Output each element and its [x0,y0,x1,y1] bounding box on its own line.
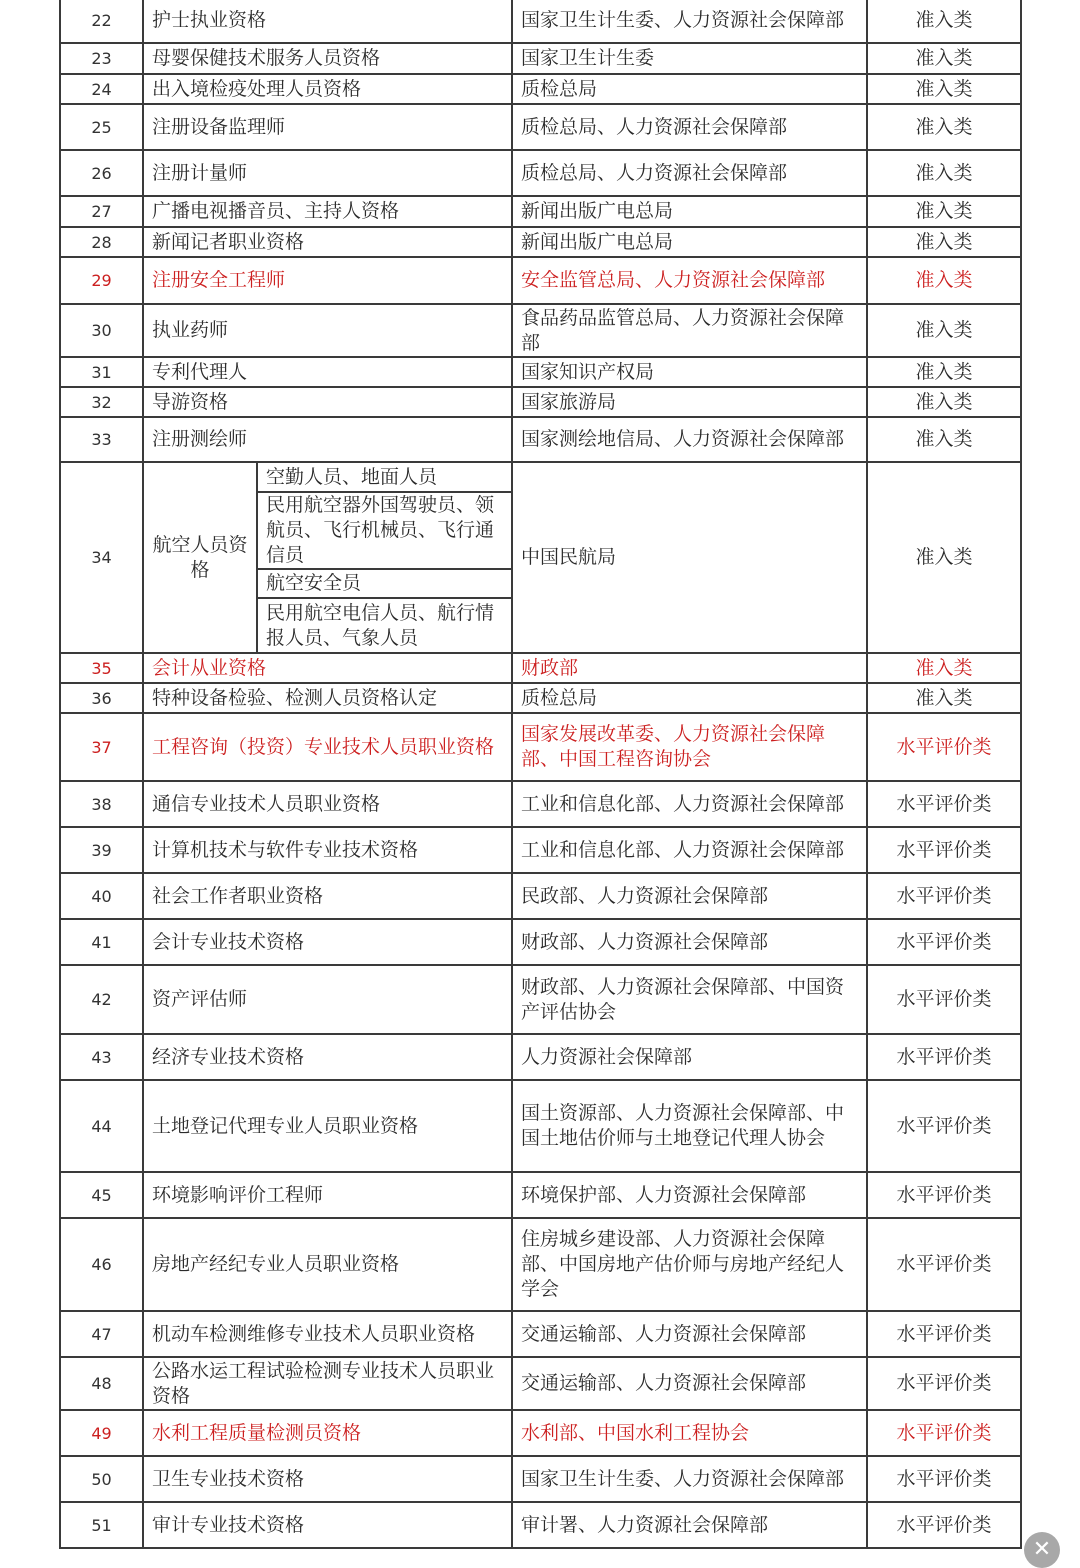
table-row [60,387,1021,417]
sub-qualification-name: 民用航空器外国驾驶员、领航员、飞行机械员、飞行通信员 [257,492,512,569]
category: 准入类 [867,653,1021,683]
row-number: 49 [60,1410,143,1456]
table-row [60,357,1021,387]
row-number: 41 [60,919,143,965]
category: 准入类 [867,150,1021,196]
table-row [60,1034,1021,1080]
department: 工业和信息化部、人力资源社会保障部 [512,827,867,873]
department: 住房城乡建设部、人力资源社会保障部、中国房地产估价师与房地产经纪人学会 [512,1218,867,1311]
qualification-name: 工程咨询（投资）专业技术人员职业资格 [143,713,512,781]
table-row [60,257,1021,304]
qualification-name: 水利工程质量检测员资格 [143,1410,512,1456]
category: 水平评价类 [867,713,1021,781]
qualification-name: 执业药师 [143,304,512,357]
department: 新闻出版广电总局 [512,227,867,257]
department: 中国民航局 [512,462,867,653]
row-number: 45 [60,1172,143,1218]
table-row [60,653,1021,683]
table-row [60,1080,1021,1172]
qualification-name: 审计专业技术资格 [143,1502,512,1548]
row-number: 40 [60,873,143,919]
category: 准入类 [867,104,1021,150]
category: 准入类 [867,683,1021,713]
department: 交通运输部、人力资源社会保障部 [512,1311,867,1357]
department: 环境保护部、人力资源社会保障部 [512,1172,867,1218]
row-number: 36 [60,683,143,713]
category: 准入类 [867,357,1021,387]
category: 水平评价类 [867,1080,1021,1172]
row-number: 33 [60,417,143,462]
qualification-name: 资产评估师 [143,965,512,1034]
department: 工业和信息化部、人力资源社会保障部 [512,781,867,827]
qualification-name: 卫生专业技术资格 [143,1456,512,1502]
category: 水平评价类 [867,1410,1021,1456]
category: 准入类 [867,74,1021,104]
qualification-name: 会计专业技术资格 [143,919,512,965]
department: 质检总局 [512,683,867,713]
table-row [60,827,1021,873]
category: 水平评价类 [867,873,1021,919]
qualification-name: 公路水运工程试验检测专业技术人员职业资格 [143,1357,512,1410]
department: 国家卫生计生委 [512,43,867,74]
table-row [60,919,1021,965]
department: 国家卫生计生委、人力资源社会保障部 [512,1456,867,1502]
row-number: 51 [60,1502,143,1548]
table-row [60,1218,1021,1311]
department: 人力资源社会保障部 [512,1034,867,1080]
row-number: 34 [60,462,143,653]
row-number: 46 [60,1218,143,1311]
category: 水平评价类 [867,781,1021,827]
row-number: 35 [60,653,143,683]
row-number: 42 [60,965,143,1034]
table-row [60,196,1021,227]
qualification-name: 导游资格 [143,387,512,417]
department: 国家卫生计生委、人力资源社会保障部 [512,0,867,43]
qualification-name: 经济专业技术资格 [143,1034,512,1080]
department: 民政部、人力资源社会保障部 [512,873,867,919]
qualification-name: 注册设备监理师 [143,104,512,150]
category: 水平评价类 [867,1357,1021,1410]
table-row [60,304,1021,357]
qualification-name: 航空人员资格 [143,462,257,653]
qualification-name: 注册安全工程师 [143,257,512,304]
qualification-table [59,0,1022,1549]
qualification-name: 新闻记者职业资格 [143,227,512,257]
row-number: 28 [60,227,143,257]
qualification-name: 土地登记代理专业人员职业资格 [143,1080,512,1172]
category: 准入类 [867,304,1021,357]
table-row [60,873,1021,919]
table-row [60,1456,1021,1502]
row-number: 24 [60,74,143,104]
category: 准入类 [867,0,1021,43]
category: 准入类 [867,43,1021,74]
category: 水平评价类 [867,1034,1021,1080]
row-number: 37 [60,713,143,781]
row-number: 43 [60,1034,143,1080]
department: 新闻出版广电总局 [512,196,867,227]
department: 安全监管总局、人力资源社会保障部 [512,257,867,304]
table-row [60,1357,1021,1410]
table-row [60,1311,1021,1357]
row-number: 25 [60,104,143,150]
row-number: 44 [60,1080,143,1172]
department: 国家发展改革委、人力资源社会保障部、中国工程咨询协会 [512,713,867,781]
qualification-name: 广播电视播音员、主持人资格 [143,196,512,227]
table-row [60,1172,1021,1218]
table-row [60,713,1021,781]
sub-qualification-name: 航空安全员 [257,569,512,598]
sub-qualification-name: 空勤人员、地面人员 [257,462,512,492]
category: 水平评价类 [867,1218,1021,1311]
department: 质检总局、人力资源社会保障部 [512,150,867,196]
category: 水平评价类 [867,1502,1021,1548]
qualification-name: 通信专业技术人员职业资格 [143,781,512,827]
row-number: 50 [60,1456,143,1502]
department: 食品药品监管总局、人力资源社会保障部 [512,304,867,357]
row-number: 31 [60,357,143,387]
category: 水平评价类 [867,827,1021,873]
qualification-name: 母婴保健技术服务人员资格 [143,43,512,74]
qualification-name: 专利代理人 [143,357,512,387]
row-number: 29 [60,257,143,304]
qualification-name: 计算机技术与软件专业技术资格 [143,827,512,873]
category: 水平评价类 [867,965,1021,1034]
category: 准入类 [867,417,1021,462]
table-row [60,965,1021,1034]
qualification-name: 房地产经纪专业人员职业资格 [143,1218,512,1311]
table-row [60,104,1021,150]
qualification-name: 环境影响评价工程师 [143,1172,512,1218]
table-row [60,1502,1021,1548]
department: 国家旅游局 [512,387,867,417]
department: 财政部、人力资源社会保障部、中国资产评估协会 [512,965,867,1034]
close-icon[interactable]: ✕ [1024,1532,1060,1568]
table-row [60,683,1021,713]
table-row [60,462,1021,492]
row-number: 48 [60,1357,143,1410]
row-number: 32 [60,387,143,417]
row-number: 39 [60,827,143,873]
row-number: 27 [60,196,143,227]
department: 审计署、人力资源社会保障部 [512,1502,867,1548]
row-number: 26 [60,150,143,196]
qualification-name: 出入境检疫处理人员资格 [143,74,512,104]
department: 财政部 [512,653,867,683]
table-row [60,0,1021,43]
table-row [60,227,1021,257]
department: 国土资源部、人力资源社会保障部、中国土地估价师与土地登记代理人协会 [512,1080,867,1172]
row-number: 23 [60,43,143,74]
row-number: 38 [60,781,143,827]
table-row [60,417,1021,462]
category: 准入类 [867,387,1021,417]
category: 准入类 [867,227,1021,257]
category: 准入类 [867,196,1021,227]
department: 财政部、人力资源社会保障部 [512,919,867,965]
category: 水平评价类 [867,919,1021,965]
qualification-name: 机动车检测维修专业技术人员职业资格 [143,1311,512,1357]
department: 水利部、中国水利工程协会 [512,1410,867,1456]
row-number: 47 [60,1311,143,1357]
table-row [60,43,1021,74]
qualification-name: 注册测绘师 [143,417,512,462]
table-row [60,781,1021,827]
row-number: 22 [60,0,143,43]
qualification-name: 社会工作者职业资格 [143,873,512,919]
qualification-name: 注册计量师 [143,150,512,196]
table-row [60,150,1021,196]
qualification-name: 护士执业资格 [143,0,512,43]
department: 交通运输部、人力资源社会保障部 [512,1357,867,1410]
category: 水平评价类 [867,1456,1021,1502]
sub-qualification-name: 民用航空电信人员、航行情报人员、气象人员 [257,598,512,653]
department: 质检总局 [512,74,867,104]
row-number: 30 [60,304,143,357]
table-row [60,1410,1021,1456]
qualification-name: 会计从业资格 [143,653,512,683]
category: 准入类 [867,462,1021,653]
category: 水平评价类 [867,1311,1021,1357]
department: 国家知识产权局 [512,357,867,387]
table-row [60,74,1021,104]
category: 准入类 [867,257,1021,304]
department: 质检总局、人力资源社会保障部 [512,104,867,150]
qualification-name: 特种设备检验、检测人员资格认定 [143,683,512,713]
table-body [60,0,1021,1548]
department: 国家测绘地信局、人力资源社会保障部 [512,417,867,462]
category: 水平评价类 [867,1172,1021,1218]
